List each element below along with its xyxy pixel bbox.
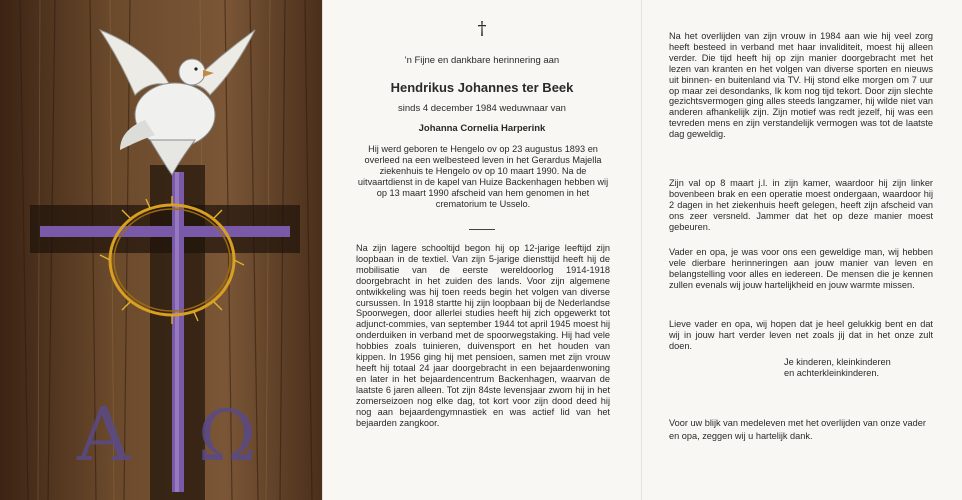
paragraph-life-story: Na zijn lagere schooltijd begon hij op 12-jarige leeftijd zijn loopbaan in de textiel. Van zijn 5-jarige diensttijd heeft hij de mobilisatie van de eerste wereldoorlog 1914-1918 doorgebracht in het zuiden des lands. Voor zijn algemene ontwikkeling was hij toen reeds begin het volgen van diverse cursussen. In 1918 startte hij zijn loopbaan bij de Nederlandse Spoorwegen, door allerlei studies heeft hij zich opgewerkt tot adjunct-commies, van september 1944 tot april 1945 moest hij onderduiken in verband met de spoorwegstaking. Hij had vele hobbies zoals tuinieren, duivensport en het houden van kippen. In 1956 ging hij met pensioen, samen met zijn vrouw heeft hij totaal 24 jaar doorgebracht in een bejaardenwoning en later in het bejaardencentrum Backenhagen, waarvan de laatste 6 jaren alleen. Tot zijn 84ste levensjaar zwom hij in het zomerseizoen nog elke dag, tot kort voor zijn dood deed hij nog aan bejaardengymnastiek en was actief lid van het bejaarden zangkoor. — [356, 243, 610, 428]
paragraph-later-years: Na het overlijden van zijn vrouw in 1984 aan wie hij veel zorg heeft besteed in verband met haar invaliditeit, moest hij alleen verder. Die tijd heeft hij op zijn manier doorgebracht met het lezen van kranten en het volgen van diverse sporten en nieuws uit binnen- en buitenland via TV. Hij stond elke morgen om 7 uur op maar zei desondanks, Ik kom nog tijd tekort. Door zijn slechte gezichtsvermogen ging alles steeds langzamer, hij wilde niet van anderen afhankelijk zijn. Zijn motief was redt jezelf, hij was een tevreden mens en zijn verstandelijk vermogen was tot de laatste dag geweldig. — [669, 31, 933, 140]
divider — [469, 229, 495, 230]
card-page-obituary — [322, 0, 641, 500]
signature — [784, 357, 944, 379]
paragraph-tribute: Vader en opa, je was voor ons een geweldige man, wij hebben vele dierbare herinneringen aan jouw manier van leven en belangstelling voor alles en iedereen. De mensen die je kennen zullen evenals wij jouw hartelijkheid en jouw warmte missen. — [669, 247, 933, 290]
spouse-name: Johanna Cornelia Harperink — [418, 123, 546, 134]
intro-line: 'n Fijne en dankbare herinnering aan — [404, 55, 560, 66]
cross-icon: † — [477, 18, 487, 39]
paragraph-final-fall: Zijn val op 8 maart j.l. in zijn kamer, waardoor hij zijn linker bovenbeen brak en een operatie moest ondergaan, waardoor hij 2 dagen in het ziekenhuis heeft gelegen, heeft zijn afscheid van ons zeer versneld. Jammer dat het op deze manier moest gebeuren. — [669, 178, 933, 232]
cover-illustration — [0, 0, 322, 500]
widower-line: sinds 4 december 1984 weduwnaar van — [398, 103, 566, 114]
paragraph-birth-death: Hij werd geboren te Hengelo ov op 23 augustus 1893 en overleed na een welbesteed leven in het Gerardus Majella ziekenhuis te Hengelo ov op 10 maart 1990. Na de uitvaartdienst in de kapel van Huize Backenhagen hebben wij op 13 maart 1990 afscheid van hem genomen in het crematorium te Usselo. — [357, 144, 609, 209]
signature-line-1: Je kinderen, kleinkinderen — [784, 357, 891, 367]
paragraph-farewell: Lieve vader en opa, wij hopen dat je heel gelukkig bent en dat wij in jouw hart verder leven net zoals jij dat in het onze zult doen. — [669, 319, 933, 351]
deceased-name: Hendrikus Johannes ter Beek — [390, 80, 574, 95]
signature-line-2: en achterkleinkinderen. — [784, 368, 879, 378]
omega-symbol: Ω — [198, 395, 257, 477]
alpha-symbol: A — [77, 392, 131, 478]
card-page-remembrance — [641, 0, 962, 500]
paragraph-thanks: Voor uw blijk van medeleven met het overlijden van onze vader en opa, zeggen wij u hartelijk dank. — [669, 418, 926, 441]
memorial-cover-image — [0, 0, 322, 500]
